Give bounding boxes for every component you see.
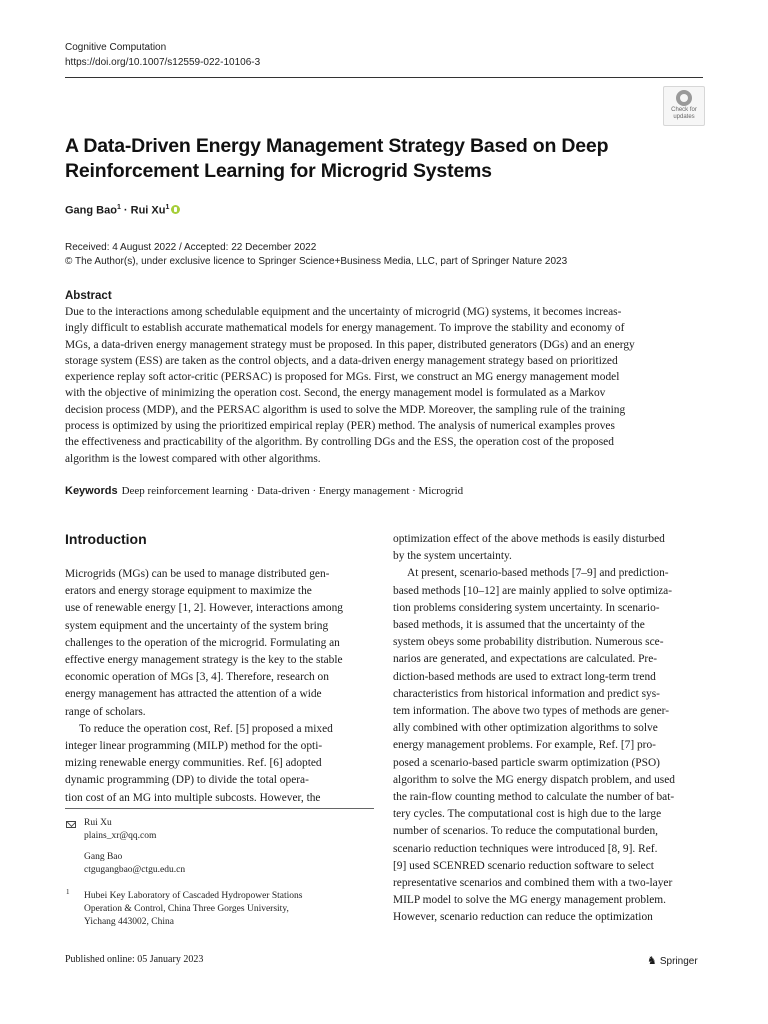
intro-line: characteristics from historical information and predict sys- <box>393 687 660 700</box>
intro-line: based methods [10–12] are mainly applied to solve optimiza- <box>393 584 672 597</box>
journal-header <box>65 40 260 70</box>
abstract-line: Due to the interactions among schedulable equipment and the uncertainty of microgrid (MG) systems, it becomes increas- <box>65 306 622 318</box>
intro-line: dynamic programming (DP) to divide the total opera- <box>65 774 309 787</box>
check-updates-label-1: Check for <box>671 107 697 113</box>
abstract-line: ingly difficult to establish accurate mathematical models for energy management. To improve the stability and economy of <box>65 322 625 335</box>
published-online: Published online: 05 January 2023 <box>65 954 204 965</box>
intro-line: by the system uncertainty. <box>393 550 512 563</box>
author-affil-sup: 1 <box>165 204 170 211</box>
intro-line: narios are generated, and expectations are calculated. Pre- <box>393 653 658 666</box>
intro-line: To reduce the operation cost, Ref. [5] proposed a mixed <box>79 722 333 735</box>
abstract-body <box>65 304 702 467</box>
header-divider <box>65 77 703 78</box>
journal-name: Cognitive Computation <box>65 42 167 53</box>
intro-line: based methods, it is assumed that the uncertainty of the <box>393 619 645 632</box>
author2-name: Gang Bao <box>84 852 123 862</box>
check-updates-label-2: updates <box>673 114 695 120</box>
intro-line: representative scenarios and combined them with a two-layer <box>393 877 673 890</box>
intro-line: challenges to the operation of the microgrid. Formulating an <box>65 636 340 649</box>
intro-line: the rain-flow counting method to calculate the number of bat- <box>393 791 675 804</box>
intro-line: integer linear programming (MILP) method for the opti- <box>65 740 323 753</box>
abstract-line: storage system (ESS) are taken as the control objects, and a data-driven energy management strategy based on prioritized <box>65 354 618 367</box>
abstract-line: algorithm is the lowest compared with other algorithms. <box>65 452 321 465</box>
abstract-line: with the objective of minimizing the operation cost. Second, the energy management model is formulated as a Markov <box>65 387 606 400</box>
publisher-logo <box>647 954 698 967</box>
corresponding-author <box>84 817 156 843</box>
intro-line: However, scenario reduction can reduce the optimization <box>393 911 653 924</box>
intro-line: number of scenarios. To reduce the computational burden, <box>393 825 659 838</box>
publisher-name: Springer <box>659 956 698 967</box>
intro-line: effective energy management strategy is the key to the stable <box>65 654 343 667</box>
author-separator: · <box>120 204 131 217</box>
intro-line: tery cycles. The computational cost is high due to the large <box>393 808 662 821</box>
intro-column-right <box>393 531 702 927</box>
check-updates-icon <box>676 90 692 106</box>
keywords-text: Deep reinforcement learning · Data-driven · Energy management · Microgrid <box>121 485 464 497</box>
author-affil-sup: 1 <box>116 204 121 211</box>
intro-line: system equipment and the uncertainty of the system bring <box>65 619 329 632</box>
abstract-heading: Abstract <box>65 290 112 302</box>
intro-line: scenario reduction techniques were introduced [8, 9]. Ref. <box>393 842 658 855</box>
intro-line: use of renewable energy [1, 2]. However, interactions among <box>65 602 343 615</box>
intro-line: tion problems considering system uncertainty. In scenario- <box>393 601 660 614</box>
affiliation-line: Yichang 443002, China <box>84 917 174 927</box>
intro-line: tem information. The above two types of methods are gener- <box>393 705 670 718</box>
keywords-label: Keywords <box>65 485 118 497</box>
affiliation-line: Operation & Control, China Three Gorges University, <box>84 904 289 914</box>
corr-author-email[interactable]: plains_xr@qq.com <box>84 831 157 841</box>
envelope-icon <box>66 821 76 828</box>
abstract-line: process is optimized by using the prioritized empirical replay (PER) method. The analysis of numerical examples proves <box>65 420 615 433</box>
intro-line: algorithm to solve the MG energy dispatch problem, and used <box>393 773 675 786</box>
copyright-line: © The Author(s), under exclusive licence to Springer Science+Business Media, LLC, part of Springer Nature 2023 <box>65 256 568 267</box>
intro-line: ally combined with other optimization algorithms to solve <box>393 722 658 735</box>
affiliation-number: 1 <box>66 888 70 896</box>
intro-line: tion cost of an MG into multiple subcosts. However, the <box>65 791 321 804</box>
check-for-updates-badge[interactable] <box>663 86 705 126</box>
intro-column-left <box>65 566 374 807</box>
intro-line: diction-based methods are used to extract long-term trend <box>393 670 656 683</box>
author-list <box>65 204 180 217</box>
intro-line: Microgrids (MGs) can be used to manage distributed gen- <box>65 568 330 580</box>
intro-line: energy management has attracted the attention of a wide <box>65 688 322 701</box>
author-name[interactable]: Gang Bao <box>65 204 117 217</box>
springer-horse-icon: ♞ <box>647 955 657 967</box>
footnote-divider <box>65 808 374 809</box>
intro-line: energy management problems. For example, Ref. [7] pro- <box>393 739 656 752</box>
intro-line: range of scholars. <box>65 705 146 718</box>
introduction-heading: Introduction <box>65 531 147 547</box>
title-line: Reinforcement Learning for Microgrid Systems <box>65 160 492 182</box>
intro-line: [9] used SCENRED scenario reduction software to select <box>393 859 654 872</box>
title-line: A Data-Driven Energy Management Strategy Based on Deep <box>65 135 609 157</box>
keywords <box>65 485 463 497</box>
intro-line: system obeys some probability distribution. Numerous sce- <box>393 636 664 649</box>
intro-line: economic operation of MGs [3, 4]. Therefore, research on <box>65 671 329 684</box>
intro-line: MILP model to solve the MG energy management problem. <box>393 894 667 907</box>
abstract-line: experience replay soft actor-critic (PERSAC) is proposed for MGs. First, we construct an MG energy management model <box>65 371 620 384</box>
abstract-line: the effectiveness and practicability of the algorithm. By controlling DGs and the ESS, the operation cost of the proposed <box>65 436 614 449</box>
second-author-contact <box>84 851 185 877</box>
corr-author-name: Rui Xu <box>84 818 112 828</box>
author-name[interactable]: Rui Xu <box>130 204 166 217</box>
orcid-icon[interactable] <box>171 205 180 214</box>
intro-line: At present, scenario-based methods [7–9] and prediction- <box>407 567 669 580</box>
doi-link[interactable]: https://doi.org/10.1007/s12559-022-10106-3 <box>65 57 261 68</box>
intro-line: erators and energy storage equipment to maximize the <box>65 585 312 598</box>
intro-line: posed a scenario-based particle swarm optimization (PSO) <box>393 756 660 769</box>
intro-line: mizing renewable energy communities. Ref. [6] adopted <box>65 757 322 770</box>
received-accepted: Received: 4 August 2022 / Accepted: 22 December 2022 <box>65 242 317 253</box>
paper-title <box>65 134 655 184</box>
intro-line: optimization effect of the above methods is easily disturbed <box>393 533 665 545</box>
publication-dates <box>65 241 567 269</box>
abstract-line: MGs, a data-driven energy management strategy must be proposed. In this paper, distributed generators (DGs) and an energy <box>65 338 635 351</box>
abstract-line: decision process (MDP), and the PERSAC algorithm is used to solve the MDP. Moreover, the sampling rule of the training <box>65 403 626 416</box>
author2-email[interactable]: ctgugangbao@ctgu.edu.cn <box>84 865 186 875</box>
affiliation <box>84 890 302 929</box>
affiliation-line: Hubei Key Laboratory of Cascaded Hydropower Stations <box>84 891 303 901</box>
